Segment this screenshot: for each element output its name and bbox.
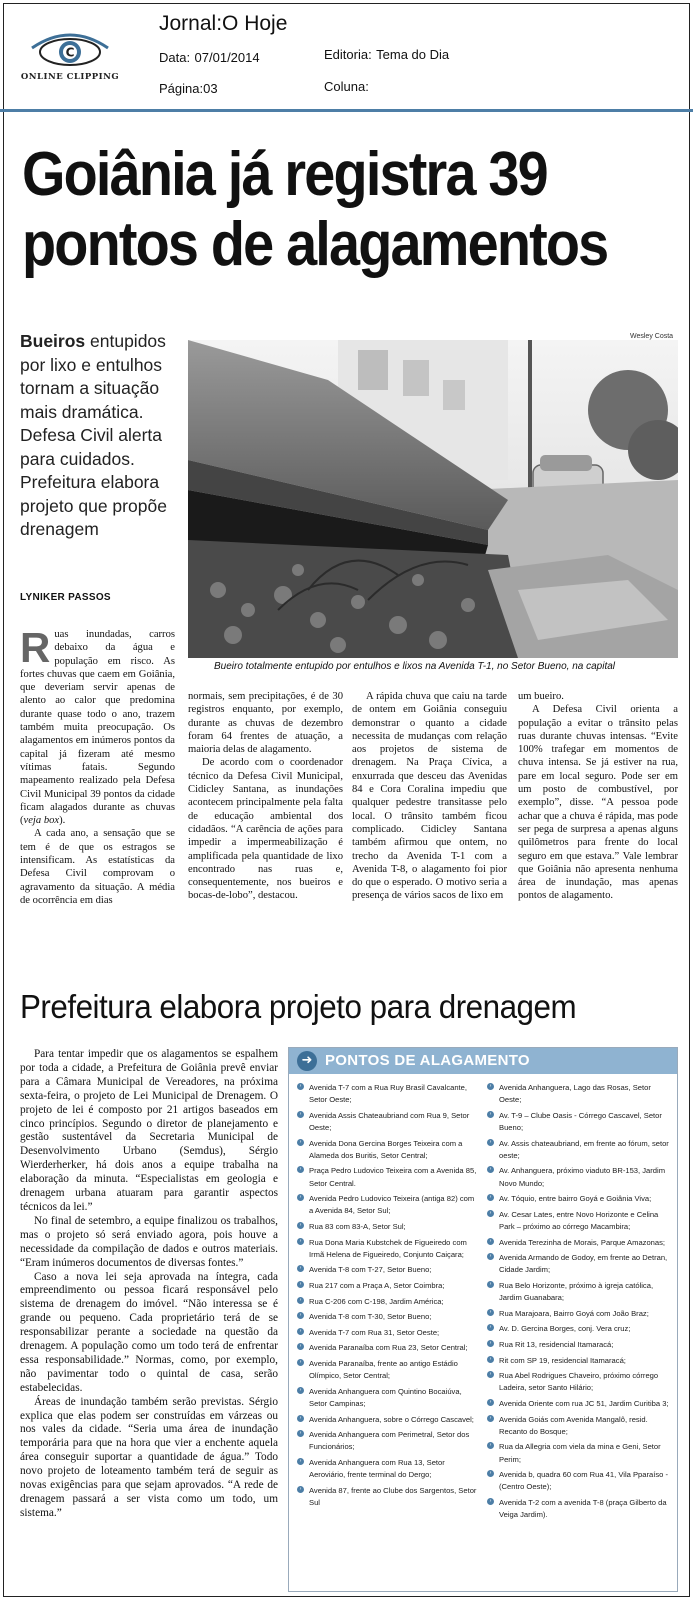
list-item-text: Avenida Anhanguera com Quintino Bocaiúva, Setor Campinas; — [309, 1386, 462, 1408]
bullet-arrow-icon: › — [297, 1111, 304, 1118]
box-list-left — [297, 1082, 477, 1513]
list-item-text: Avenida T-7 com a Rua Ruy Brasil Cavalcante, Setor Oeste; — [309, 1083, 467, 1105]
headline-line-2: pontos de alagamentos — [22, 210, 608, 279]
list-item — [297, 1296, 477, 1308]
bullet-arrow-icon: › — [487, 1309, 494, 1316]
bullet-arrow-icon: › — [487, 1498, 494, 1505]
article-column-2 — [188, 690, 343, 903]
second-paragraph-4: Áreas de inundação também serão previstas. Sérgio explica que elas podem ser construídas em várzeas ou nos vales da cidade. “Seria uma área de inundação temporária para que na hora que vier a enchente aquela área conseguir suportar a quantidade de água.” Todo novo projeto de loteamento também terá de seguir as novas exigências para que sejam aprovados. “A rede de drenagem passará a ser vista como um todo, um sistema.” — [20, 1395, 278, 1519]
second-headline: Prefeitura elabora projeto para drenagem — [20, 988, 577, 1025]
coluna-label: Coluna: — [324, 79, 369, 94]
list-item-text: Rua Abel Rodrigues Chaveiro, próximo córrego Ladeira, setor Santo Hilário; — [499, 1371, 659, 1393]
flood-points-box — [288, 1047, 678, 1592]
column-1-paragraph-2: A cada ano, a sensação que se tem é de que os estragos se intensificam. As estatísticas da Defesa Civil comprovam o agravamento da situação. A média de ocorrência em dias — [20, 828, 175, 906]
list-item-text: Avenida Paranaíba com Rua 23, Setor Central; — [309, 1343, 468, 1353]
article-column-3 — [352, 690, 507, 903]
date-field — [159, 49, 260, 67]
list-item — [487, 1082, 671, 1106]
box-list-right — [487, 1082, 671, 1525]
list-item — [297, 1221, 477, 1233]
list-item-text: Avenida b, quadra 60 com Rua 41, Vila Pparaíso - (Centro Oeste); — [499, 1470, 668, 1492]
photo-credit: Wesley Costa — [630, 333, 674, 340]
bullet-arrow-icon: › — [297, 1486, 304, 1493]
list-item — [297, 1193, 477, 1217]
bullet-arrow-icon: › — [487, 1194, 494, 1201]
bullet-arrow-icon: › — [297, 1139, 304, 1146]
list-item — [487, 1110, 671, 1134]
column-2-paragraph-2: De acordo com o coordenador técnico da Defesa Civil Municipal, Cidicley Santana, as inundações acontecem principalmente pela falta de educação ambiental dos cidadãos. “A carência de ações para impedir a impermeabilização é amplificada pela quantidade de lixo encontrado nas ruas e, consequentemente, nos bueiros e bocas-de-lobo”, destacou. — [188, 757, 343, 902]
deck-lead: Bueiros — [20, 331, 86, 351]
bullet-arrow-icon: › — [297, 1430, 304, 1437]
list-item-text: Avenida Anhanguera com Rua 13, Setor Aeroviário, frente terminal do Dergo; — [309, 1457, 445, 1480]
bullet-arrow-icon: › — [297, 1415, 304, 1422]
list-item-text: Av. D. Gercina Borges, conj. Vera cruz; — [499, 1324, 631, 1334]
bullet-arrow-icon: › — [297, 1083, 304, 1090]
list-item-text: Avenida Anhanguera, Lago das Rosas, Setor Oeste; — [499, 1083, 651, 1105]
photo-caption: Bueiro totalmente entupido por entulhos e lixos na Avenida T-1, no Setor Bueno, na capital — [214, 661, 616, 672]
list-item-text: Avenida T-7 com Rua 31, Setor Oeste; — [309, 1327, 440, 1337]
list-item — [297, 1311, 477, 1323]
list-item-text: Rua Rit 13, residencial Itamaracá; — [499, 1339, 614, 1349]
list-item — [487, 1497, 671, 1521]
bullet-arrow-icon: › — [487, 1442, 494, 1449]
list-item-text: Av. Assis chateaubriand, em frente ao fórum, setor oeste; — [499, 1138, 669, 1160]
list-item-text: Rit com SP 19, residencial Itamaracá; — [499, 1355, 626, 1365]
bullet-arrow-icon: › — [297, 1166, 304, 1173]
drop-cap: R — [20, 624, 51, 671]
bullet-arrow-icon: › — [487, 1139, 494, 1146]
box-title: PONTOS DE ALAGAMENTO — [325, 1052, 530, 1069]
editoria-value: Tema do Dia — [376, 47, 450, 62]
list-item — [487, 1469, 671, 1493]
list-item — [487, 1193, 671, 1205]
bullet-arrow-icon: › — [487, 1356, 494, 1363]
list-item — [487, 1252, 671, 1276]
list-item — [487, 1280, 671, 1304]
list-item — [487, 1414, 671, 1438]
list-item — [487, 1441, 671, 1465]
list-item — [297, 1429, 477, 1453]
date-value: 07/01/2014 — [194, 50, 260, 65]
list-item — [487, 1237, 671, 1249]
column-4-paragraph-1: um bueiro. — [518, 691, 564, 702]
column-3-paragraph-1: A rápida chuva que caiu na tarde de ontem em Goiânia conseguiu demonstrar o quanto a cidade necessita de mudanças com relação aos projetos de sistema de drenagem. Na Praça Cívica, a enxurrada que desceu das Avenidas 84 e Cora Coralina impediu que qualquer pedestre transitasse pelo local. O trânsito também ficou complicado. Cidicley Santana também afirmou que ontem, no trecho da Avenida T-1 com a Avenida T-8, o alagamento foi pior do que o esperado. O motivo seria a presença de vários sacos de lixo em — [352, 691, 507, 902]
byline: LYNIKER PASSOS — [20, 592, 111, 603]
list-item — [487, 1308, 671, 1320]
column-4-paragraph-2: A Defesa Civil orienta a população a evitar o trânsito pelas ruas durante chuvas intensas. “Evite 100% trafegar em momentos de chuva intensa. Se já estiver na rua, pare em local seguro. Pode ser em um posto de combustível, por exemplo”, disse. “A pessoa pode achar que a chuva é rápida, mas pode ser pega de surpresa a apenas alguns quilômetros para frente do local seguro em que estava.” Vale lembrar que Goiânia não apresenta nenhuma área de inundação, mas apenas pontos de alagamento. — [518, 704, 678, 902]
list-item-text: Avenida T-8 com T-30, Setor Bueno; — [309, 1312, 432, 1322]
page-label: Página: — [159, 81, 204, 96]
list-item — [487, 1339, 671, 1351]
column-1-paragraph-1: Ruas inundadas, carros debaixo da água e população em risco. As fortes chuvas que caem em Goiânia, que deveriam servir apenas de alento ao calor que predomina durante quase todo o ano, trazem também muita preocupação. Os alagamentos em inúmeros pontos da capital já fizeram até mesmo vítimas fatais. Segundo mapeamento realizado pela Defesa Civil Municipal 39 pontos da cidade ficam alagados durante as chuvas (veja box). — [20, 624, 175, 827]
bullet-arrow-icon: › — [487, 1324, 494, 1331]
headline-line-1: Goiânia já registra 39 — [22, 140, 547, 209]
second-paragraph-1: Para tentar impedir que os alagamentos se espalhem por toda a cidade, a Prefeitura de Goiânia prevê enviar para a Câmara Municipal de Vereadores, na próxima sexta-feira, o projeto de Lei Municipal de Drenagem. O projeto de lei é composto por 21 artigos baseados em cinco princípios. Segundo o diretor de planejamento e gestão sustentável da Secretaria Municipal de Desenvolvimento Urbano (Semdus), Sérgio Wierderherker, há dois anos a equipe trabalha na elaboração da minuta. “Especialistas em geologia e drenagem urbana atuaram para garantir aspectos técnicos da lei.” — [20, 1048, 278, 1213]
bullet-arrow-icon: › — [487, 1253, 494, 1260]
header-rule — [0, 109, 693, 112]
list-item — [297, 1414, 477, 1426]
list-item-text: Rua 217 com a Praça A, Setor Coimbra; — [309, 1280, 445, 1290]
bullet-arrow-icon: › — [487, 1166, 494, 1173]
journal-label: Jornal: — [159, 12, 223, 35]
second-article-column — [20, 1048, 278, 1521]
storm-drain-photo-icon — [188, 340, 678, 658]
bullet-arrow-icon: › — [487, 1083, 494, 1090]
list-item — [487, 1165, 671, 1189]
bullet-arrow-icon: › — [297, 1458, 304, 1465]
list-item — [487, 1209, 671, 1233]
list-item — [297, 1485, 477, 1509]
list-item-text: Avenida 87, frente ao Clube dos Sargentos, Setor Sul — [309, 1485, 477, 1507]
list-item — [297, 1165, 477, 1189]
second-paragraph-2: No final de setembro, a equipe finalizou os trabalhos, mas o projeto só será enviado agora, pois houve a necessidade da compilação de dados e outros materiais. “Eram inúmeros documentos de diversas fontes.” — [20, 1214, 278, 1269]
list-item — [297, 1264, 477, 1276]
bullet-arrow-icon: › — [297, 1387, 304, 1394]
list-item — [487, 1138, 671, 1162]
list-item — [297, 1342, 477, 1354]
list-item-text: Rua Belo Horizonte, próximo à igreja católica, Jardim Guanabara; — [499, 1280, 654, 1303]
article-photo — [188, 340, 678, 658]
list-item — [297, 1280, 477, 1292]
article-column-1 — [20, 624, 175, 907]
bullet-arrow-icon: › — [487, 1470, 494, 1477]
list-item-text: Av. T-9 – Clube Oasis - Córrego Cascavel, Setor Bueno; — [499, 1110, 662, 1132]
list-item — [487, 1398, 671, 1410]
bullet-arrow-icon: › — [487, 1281, 494, 1288]
list-item — [487, 1370, 671, 1394]
date-label: Data: — [159, 50, 191, 65]
box-header — [289, 1048, 677, 1074]
list-item-text: Rua 83 com 83-A, Setor Sul; — [309, 1221, 406, 1231]
eye-logo-icon — [28, 28, 112, 72]
bullet-arrow-icon: › — [297, 1328, 304, 1335]
list-item — [297, 1237, 477, 1261]
list-item — [297, 1110, 477, 1134]
list-item-text: Avenida Pedro Ludovico Teixeira (antiga 82) com a Avenida 84, Setor Sul; — [309, 1194, 475, 1216]
list-item-text: Avenida Terezinha de Morais, Parque Amazonas; — [499, 1237, 666, 1247]
list-item-text: Av. Tóquio, entre bairro Goyá e Goiânia Viva; — [499, 1194, 652, 1204]
list-item — [487, 1323, 671, 1335]
list-item-text: Av. Anhanguera, próximo viaduto BR-153, Jardim Novo Mundo; — [499, 1166, 666, 1188]
list-item-text: Rua Marajoara, Bairro Goyá com João Braz; — [499, 1308, 649, 1318]
list-item-text: Av. Cesar Lates, entre Novo Horizonte e Celina Park – próximo ao córrego Macambira; — [499, 1209, 659, 1231]
arrow-right-icon: ➜ — [297, 1051, 317, 1071]
list-item-text: Rua Dona Maria Kubstchek de Figueiredo com Irmã Helena de Figueiredo, Conjunto Caiçara; — [309, 1237, 467, 1259]
logo-text: ONLINE CLIPPING — [20, 72, 120, 82]
list-item-text: Avenida T-8 com T-27, Setor Bueno; — [309, 1265, 432, 1275]
list-item-text: Avenida Anhanguera, sobre o Córrego Cascavel; — [309, 1414, 474, 1424]
bullet-arrow-icon: › — [297, 1281, 304, 1288]
list-item-text: Avenida Paranaíba, frente ao antigo Estádio Olímpico, Setor Central; — [309, 1358, 458, 1381]
list-item-text: Avenida Oriente com rua JC 51, Jardim Curitiba 3; — [499, 1398, 669, 1408]
article-column-4 — [518, 690, 678, 903]
bullet-arrow-icon: › — [487, 1340, 494, 1347]
bullet-arrow-icon: › — [487, 1210, 494, 1217]
bullet-arrow-icon: › — [487, 1399, 494, 1406]
bullet-arrow-icon: › — [487, 1415, 494, 1422]
deck-rest: entupidos por lixo e entulhos tornam a situação mais dramática. Defesa Civil alerta para cuidados. Prefeitura elabora projeto que propõe drenagem — [20, 331, 167, 539]
list-item — [297, 1457, 477, 1481]
list-item-text: Rua C-206 com C-198, Jardim América; — [309, 1296, 444, 1306]
bullet-arrow-icon: › — [297, 1343, 304, 1350]
list-item — [297, 1138, 477, 1162]
list-item — [297, 1082, 477, 1106]
list-item — [297, 1358, 477, 1382]
list-item-text: Rua da Allegria com viela da mina e Geni, Setor Perim; — [499, 1442, 661, 1464]
list-item-text: Avenida Assis Chateaubriand com Rua 9, Setor Oeste; — [309, 1110, 470, 1132]
list-item — [297, 1386, 477, 1410]
main-headline — [22, 140, 682, 280]
bullet-arrow-icon: › — [297, 1297, 304, 1304]
list-item-text: Avenida Anhanguera com Perimetral, Setor dos Funcionários; — [309, 1430, 470, 1452]
second-paragraph-3: Caso a nova lei seja aprovada na íntegra, cada empreendimento ou pessoa ficará responsável pelo sistema de drenagem do imóvel. “Não interessa se é grande ou pequeno. Cada proprietário terá de se responsabilizar perante a sociedade na questão da drenagem. A população como um todo terá de enfrentar essa responsabilidade.” Normas, como, por exemplo, não pavimentar todo o quintal de casa, serão estabelecidas. — [20, 1270, 278, 1394]
coluna-field — [324, 78, 369, 96]
article-deck — [20, 330, 180, 542]
list-item-text: Avenida Armando de Godoy, em frente ao Detran, Cidade Jardim; — [499, 1253, 668, 1275]
online-clipping-logo — [20, 28, 120, 88]
svg-text:C: C — [65, 45, 75, 60]
journal-field — [159, 12, 287, 36]
bullet-arrow-icon: › — [297, 1222, 304, 1229]
editoria-label: Editoria: — [324, 47, 372, 62]
bullet-arrow-icon: › — [297, 1359, 304, 1366]
bullet-arrow-icon: › — [487, 1371, 494, 1378]
bullet-arrow-icon: › — [297, 1194, 304, 1201]
bullet-arrow-icon: › — [487, 1238, 494, 1245]
bullet-arrow-icon: › — [297, 1238, 304, 1245]
list-item — [297, 1327, 477, 1339]
page-field — [159, 80, 218, 98]
editoria-field — [324, 46, 449, 64]
journal-value: O Hoje — [222, 12, 288, 35]
bullet-arrow-icon: › — [297, 1312, 304, 1319]
list-item-text: Avenida T-2 com a avenida T-8 (praça Gilberto da Veiga Jardim). — [499, 1497, 667, 1520]
list-item-text: Praça Pedro Ludovico Teixeira com a Avenida 85, Setor Central. — [309, 1166, 477, 1188]
list-item — [487, 1355, 671, 1367]
bullet-arrow-icon: › — [487, 1111, 494, 1118]
list-item-text: Avenida Goiás com Avenida Mangalô, resid. Recanto do Bosque; — [499, 1414, 648, 1436]
list-item-text: Avenida Dona Gercina Borges Teixeira com a Alameda dos Buritis, Setor Central; — [309, 1138, 463, 1160]
page-value: 03 — [203, 81, 218, 96]
bullet-arrow-icon: › — [297, 1265, 304, 1272]
column-2-paragraph-1: normais, sem precipitações, é de 30 registros enquanto, por exemplo, durante as chuvas de dezembro foram 64 frentes de atuação, a maioria delas de alagamento. — [188, 691, 343, 756]
